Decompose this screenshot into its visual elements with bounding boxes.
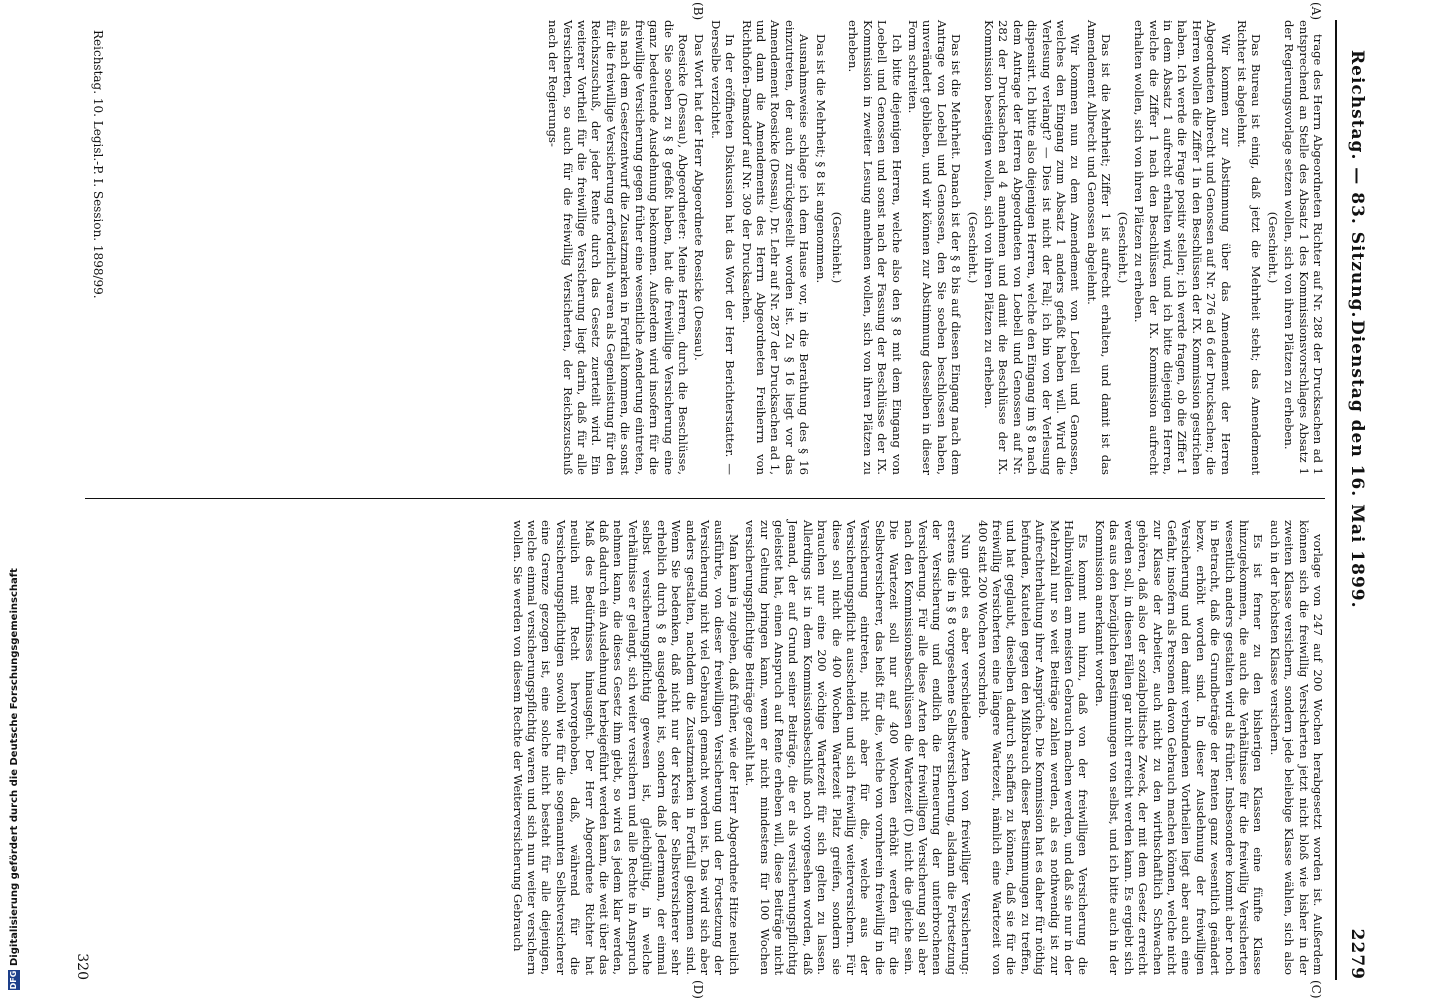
paragraph: Roesicke (Dessau), Abgeordneter: Meine Herren, durch die Beschlüsse, die Sie soeben zu § 8 gefaßt haben, hat die freiwillige Versicherung eine ganz bedeutende Ausdehnung bekommen. Außerdem wird insofern für die freiwillige Versicherung gegen früher eine wesentliche Aenderung eintreten, als nach dem Gesetzentwurf die Zusatzmarken in Fortfall kommen, die sonst für die freiwillige Versicherung erforderlich waren als Gegenleistung für den Reichszuschuß, der jeder Rente durch das Gesetz zuerteilt wird. Ein weiterer Vortheil für die freiwillige Versicherung liegt darin, daß für alle Versicherten, so auch für die freiwillig Versicherten, der Reichszuschuß nach der Regierungs- xyxy=(546,20,690,475)
dfg-logo-icon: DFG xyxy=(9,970,18,990)
marker-b: (B) xyxy=(691,2,705,21)
paragraph: Das Bureau ist einig, daß jetzt die Mehrheit steht; das Amendement Richter ist abgelehnt. xyxy=(1234,20,1264,475)
page-number: 2279 xyxy=(1347,928,1367,980)
paragraph: trage des Herrn Abgeordneten Richter auf Nr. 288 der Drucksachen ad 1 entsprechend an Stelle des Absatz 1 des Kommissionsvorschlages Absatz 1 der Regierungsvorlage setzen wollen, sich von ihren Plätzen zu erheben. xyxy=(1282,20,1325,475)
footer-page-number: 320 xyxy=(74,953,90,980)
paragraph: Ausnahmsweise schlage ich dem Hause vor, in die Berathung des § 16 einzutreten, der auch zurückgestellt worden ist. Zu § 16 liegt vor das Amendement Roesicke (Dessau), Dr. Lehr auf Nr. 287 der Drucksachen ad 1, und dann die Amendements des Herrn Abgeordneten Freiherrn von Richthofen-Damsdorf auf Nr. 309 der Drucksachen. xyxy=(739,20,812,475)
paragraph: Das ist die Mehrheit; Ziffer 1 ist aufrecht erhalten, und damit ist das Amendement Albrecht und Genossen abgelehnt. xyxy=(1084,20,1114,475)
paragraph: Ich bitte diejenigen Herren, welche also den § 8 mit dem Eingang von Loebell und Genossen und sonst nach der Fassung der Beschlüsse der IX. Kommission in zweiter Lesung annehmen wollen, sich von ihren Plätzen zu erheben. xyxy=(846,20,904,475)
paragraph: Man kann ja zugeben, daß früher, wie der Herr Abgeordnete Hitze neulich ausführte, von dieser freiwilligen Versicherung und der Fortsetzung der Versicherung nicht viel Gebrauch gemacht worden ist. Das wird sich aber anders gestalten, nachdem die Zusatzmarken in Fortfall gekommen sind. Wenn Sie bedenken, daß nicht nur der Kreis der Selbstversicherer sehr erheblich durch § 8 ausgedehnt ist, sondern daß Jedermann, der einmal selbst versicherungspflichtig gewesen ist, gleichgültig, in welche Verhältnisse er gelangt, sich weiter versichern und alle Rechte in Anspruch nehmen kann, die dieses Gesetz ihm giebt, so wird es jedem klar werden, daß dadurch ein Ausdehnung herbeigeführt werden kann, die weit über das Maß des Bedürfnisses hinausgeht. Der Herr Abgeordnete Richter hat neulich mit Recht hervorgehoben, daß, während für die Versicherungspflichtigen sowohl wie für die sogenannten Selbstversicherer eine Grenze gezogen ist, eine solche nicht besteht für alle diejenigen, welche einmal versicherungspflichtig waren und sich nun weiter versichern wollen. Sie werden von diesem Rechte der Weiterversicherung Gebrauch xyxy=(510,520,741,975)
paragraph: Es kommt nun hinzu, daß von der freiwilligen Versicherung die Halbinvaliden am meisten Gebrauch machen werden, und daß sie nur in der Mehrzahl nur so weit Beiträge zahlen werden, als es nothwendig ist zur Aufrechterhaltung ihrer Ansprüche. Die Kommission hat es daher für nöthig befunden, Kautelen gegen den Mißbrauch dieser Bestimmungen zu treffen, und hat geglaubt, dieselben dadurch schaffen zu können, daß sie für die freiwillig Versicherten eine längere Wartezeit, nämlich eine Wartezeit von 400 statt 200 Wochen vorschrieb. xyxy=(975,520,1091,975)
marker-c: (C) xyxy=(1309,980,1323,999)
credit-text: Digitalisierung gefördert durch die Deutsche Forschungsgemeinschaft xyxy=(9,568,20,966)
paragraph: Das ist die Mehrheit. Danach ist der § 8 bis auf diesen Eingang nach dem Antrage von Loebell und Genossen, den Sie soeben beschlossen haben, unverändert geblieben, und wir können zur Abstimmung desselben in dieser Form schreiten. xyxy=(906,20,964,475)
marker-d: (D) xyxy=(691,980,705,999)
paragraph: Es ist ferner zu den bisherigen Klassen eine fünfte Klasse hinzugekommen, die auch die Verhältnisse für die freiwillig Versicherten wesentlich anders gestalten wird als früher. Insbesondere kommt aber noch in Betracht, daß die Grundbeträge der Renten ganz wesentlich geändert bezw. erhöht worden sind. In dieser Ausdehnung der freiwilligen Versicherung und den damit verbundenen Vortheilen liegt aber auch eine Gefahr, insofern als Personen davon Gebrauch machen können, welche nicht zur Klasse der Arbeiter, auch nicht zu den wirthschaftlich Schwachen gehören, daß also der sozialpolitische Zweck, der mit dem Gesetz erreicht werden soll, in diesen Fällen gar nicht erreicht werden kann. Es ergiebt sich das aus den bezüglichen Bestimmungen von selbst, und ich bitte auch in der Kommission anerkannt worden. xyxy=(1092,520,1266,975)
stage-direction: (Geschieht.) xyxy=(1265,211,1280,284)
column-right xyxy=(508,520,1325,975)
rotated-page-content xyxy=(15,0,1395,1000)
paragraph: Nun giebt es aber verschiedene Arten von freiwilliger Versicherung: erstens die in § 8 vorgesehene Selbstversicherung, alsdann die Fortsetzung der Versicherung und endlich die Erneuerung der unterbrochenen Versicherung. Für alle diese Arten der freiwilligen Versicherung soll aber nach den Kommissionsbeschlüssen die Wartezeit (D) nicht die gleiche sein. Die Wartezeit soll nur auf 400 Wochen erhöht werden für die Selbstversicherer, das heißt für die, welche von vornherein freiwillig in die Versicherung eintreten, nicht aber für die, welche aus der Versicherungspflicht ausscheiden und sich freiwillig weiterversichern. Für diese soll nicht die 400 Wochen Wartezeit Platz greifen, sondern sie brauchen nur eine 200 wöchige Wartezeit für sich gelten zu lassen. Allerdings ist in dem Kommissionsbeschluß noch vorgesehen worden, daß Jemand, der auf Grund seiner Beiträge, die er als versicherungspflichtig geleistet hat, einen Anspruch auf Rente erheben will, diese Beiträge nicht zur Geltung bringen kann, wenn er nicht mindestens für 100 Wochen versicherungspflichtige Beiträge gezahlt hat. xyxy=(743,520,974,975)
paragraph: Wir kommen nun zu dem Amendement von Loebell und Genossen, welches den Eingang zum Absatz 1 anders gefaßt haben will. Wird die Verlesung verlangt? — Dies ist nicht der Fall; ich bin von der Verlesung dispensirt. Ich bitte also diejenigen Herren, welche den Eingang im § 8 nach dem Antrage der Herren Abgeordneten von Loebell und Genossen auf Nr. 282 der Drucksachen ad 4 annehmen und damit die Beschlüsse der IX. Kommission beseitigen wollen, sich von ihren Plätzen zu erheben. xyxy=(982,20,1083,475)
paragraph: Das ist die Mehrheit; § 8 ist angenommen. xyxy=(813,34,828,284)
running-header xyxy=(1337,20,1367,980)
column-divider xyxy=(85,498,1325,499)
stage-direction: (Geschieht.) xyxy=(965,211,980,284)
header-left: Reichstag. — 83. Sitzung. xyxy=(1347,50,1367,319)
paragraph: In der eröffneten Diskussion hat das Wort der Herr Berichterstatter. — Derselbe verzichtet. xyxy=(708,20,738,475)
column-left xyxy=(544,20,1325,475)
header-center: Dienstag den 16. Mai 1899. xyxy=(1347,320,1367,609)
header-rule xyxy=(1335,20,1337,980)
paragraph: vorlage von 247 auf 200 Wochen herabgesetzt worden ist. Außerdem können sich die freiwillig Versicherten jetzt nicht bloß wie bisher in der zweiten Klasse versichern, sondern jede beliebige Klasse wählen, sich also auch in der höchsten Klasse versichern. xyxy=(1267,520,1325,975)
stage-direction: (Geschieht.) xyxy=(830,211,844,284)
marker-a: (A) xyxy=(1309,2,1323,21)
paragraph: Wir kommen zur Abstimmung über das Amendement der Herren Abgeordneten Albrecht und Genossen auf Nr. 276 ad 6 der Drucksachen; die Herren wollen die Ziffer 1 in den Beschlüssen der IX. Kommission gestrichen haben. Ich werde die Frage positiv stellen; ich werde fragen, ob die Ziffer 1 in dem Absatz 1 aufrecht erhalten wird, und ich bitte diejenigen Herren, welche die Ziffer 1 nach den Beschlüssen der IX. Kommission aufrecht erhalten wollen, sich von ihren Plätzen zu erheben. xyxy=(1132,20,1233,475)
credit-text-wrapper xyxy=(8,0,24,990)
digitization-credit xyxy=(8,568,20,991)
stage-direction: (Geschieht.) xyxy=(1115,211,1130,284)
footer-left: Reichstag. 10. Legisl.-P. I. Session. 1898/99. xyxy=(91,30,105,299)
paragraph: Das Wort hat der Herr Abgeordnete Roesicke (Dessau). xyxy=(692,34,707,361)
